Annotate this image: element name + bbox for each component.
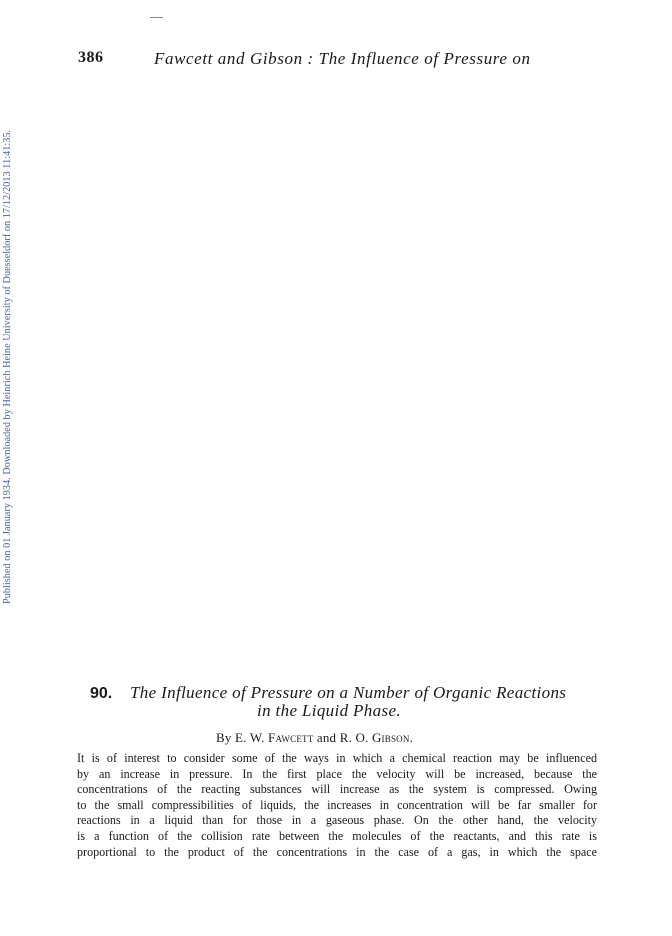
body-line: to the small compressibilities of liquids, the increases in concentration will be far smaller for — [77, 797, 597, 812]
article-body — [77, 751, 597, 860]
running-head: Fawcett and Gibson : The Influence of Pressure on — [154, 49, 531, 68]
body-line: concentrations of the reacting substances will increase as the system is compressed. Owing — [77, 782, 597, 797]
body-line: It is of interest to consider some of the ways in which a chemical reaction may be influenced — [77, 751, 597, 765]
author-2-surname: Gibson — [371, 730, 410, 745]
top-margin-mark — [150, 17, 163, 18]
byline — [216, 730, 413, 746]
byline-end: . — [409, 730, 414, 745]
title-line-1: The Influence of Pressure on a Number of Organic Reactions — [130, 683, 567, 702]
byline-prefix: By E. W. — [216, 730, 265, 745]
byline-and: and R. O. — [316, 730, 369, 745]
body-line: proportional to the product of the concentrations in the case of a gas, in which the space — [77, 844, 597, 859]
article-number: 90. — [90, 685, 113, 702]
page-header — [78, 49, 598, 71]
watermark-text: Published on 01 January 1934. Downloaded by Heinrich Heine University of Duesseldorf on 17/12/2013 11:41:35. — [2, 129, 13, 604]
body-line: by an increase in pressure. In the first place the velocity will be increased, because the — [77, 766, 597, 781]
author-1-surname: Fawcett — [268, 730, 314, 745]
page-number: 386 — [78, 49, 104, 66]
body-line: reactions in a liquid than for those in a gaseous phase. On the other hand, the velocity — [77, 813, 597, 828]
title-line-2: in the Liquid Phase. — [257, 701, 401, 720]
body-line: is a function of the collision rate between the molecules of the reactants, and this rate is — [77, 828, 597, 843]
